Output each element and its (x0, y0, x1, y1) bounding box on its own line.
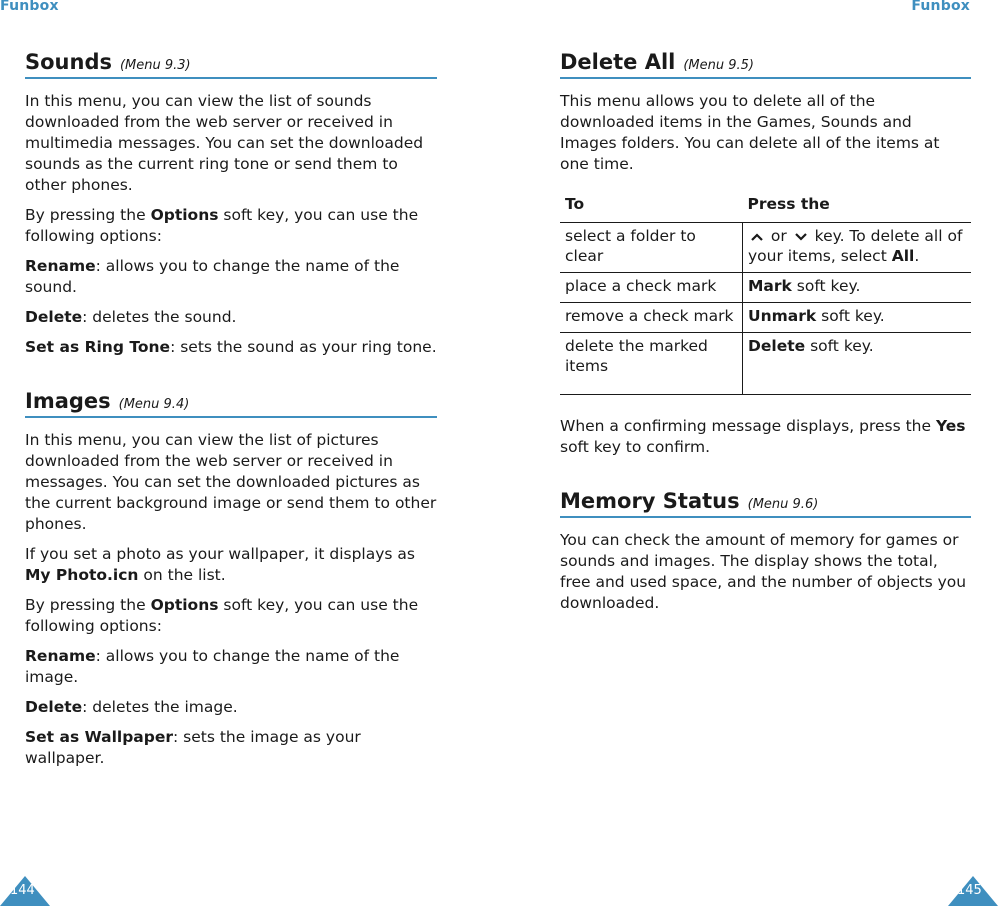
paragraph: You can check the amount of memory for games or sounds and images. The display shows the total, free and used space, and the number of objects you downloaded. (560, 531, 967, 612)
left-page: Funbox Sounds (Menu 9.3) In this menu, you can view the list of sounds downloaded from the web server or received in multimedia messages. You can set the downloaded sounds as the current ring tone or send them to other phones. By pressing the Options soft key, you can use the following options: Rename: allows you to change the name of the sound. Delete: deletes the sound. Set as Ring Tone: sets the sound as your ring tone. Images (Menu 9.4) In this menu, you can view the list of pictures downloaded from the web server or received in messages. You can set the downloaded pictures as the current background image or send them to other phones. If you set a photo as your wallpaper, it displays as My Photo.icn on the list. By pressing the Options soft key, you can use the following options: Rename: allows you to change the name of the image. Delete: deletes the image. Set as Wallpaper: sets the image as your wallpaper. 144 (0, 0, 499, 906)
section-sounds (25, 50, 437, 358)
cell-press: Unmark soft key. (743, 303, 972, 333)
table-row (560, 303, 971, 333)
file-name: My Photo.icn (25, 566, 139, 584)
softkey-label: Options (150, 206, 219, 224)
paragraph: By pressing the Options soft key, you can use the following options: (25, 596, 419, 635)
paragraph: In this menu, you can view the list of sounds downloaded from the web server or received in multimedia messages. You can set the downloaded sounds as the current ring tone or send them to other phones. (25, 92, 424, 194)
key-table (560, 193, 971, 395)
nav-down-icon (795, 232, 807, 242)
table-row (560, 273, 971, 303)
menu-reference: (Menu 9.6) (747, 497, 819, 512)
section-title-memory-status (560, 489, 971, 518)
section-delete-all (560, 50, 971, 458)
paragraph: If you set a photo as your wallpaper, it displays as My Photo.icn on the list. (25, 545, 415, 584)
section-heading: Delete All (560, 50, 676, 74)
paragraph: In this menu, you can view the list of pictures downloaded from the web server or received in messages. You can set the downloaded pictures as the current background image or send them to other phones. (25, 431, 437, 533)
table-row (560, 223, 971, 273)
softkey-label: Yes (935, 417, 966, 435)
nav-up-icon (751, 232, 763, 242)
section-title-delete-all (560, 50, 971, 79)
column-header-to: To (560, 193, 743, 223)
option-item: Set as Wallpaper: sets the image as your wallpaper. (25, 728, 361, 767)
option-item: Set as Ring Tone: sets the sound as your ring tone. (25, 338, 437, 356)
option-item: Rename: allows you to change the name of the sound. (25, 257, 400, 296)
section-heading: Memory Status (560, 489, 740, 513)
cell-to: select a folder to clear (560, 223, 743, 273)
running-head-right: Funbox (911, 0, 970, 14)
option-item: Delete: deletes the image. (25, 698, 238, 716)
option-item: Rename: allows you to change the name of the image. (25, 647, 400, 686)
cell-press: Mark soft key. (743, 273, 972, 303)
section-heading: Sounds (25, 50, 112, 74)
cell-press: Delete soft key. (743, 333, 972, 395)
cell-to: place a check mark (560, 273, 743, 303)
right-content (560, 50, 971, 623)
section-images (25, 389, 437, 769)
table-header-row (560, 193, 971, 223)
section-title-images (25, 389, 437, 418)
paragraph: By pressing the Options soft key, you can use the following options: (25, 206, 419, 245)
column-header-press: Press the (743, 193, 972, 223)
section-title-sounds (25, 50, 437, 79)
right-page: Funbox Delete All (Menu 9.5) This menu allows you to delete all of the downloaded items in the Games, Sounds and Images folders. You can delete all of the items at one time. To Press the select a folder to clear or key. To delete all of your items, select All. place a check mark Mark soft key. remove a check mark Unmark soft key. delete the marked items Delete soft key. When a confirming message displays, press the Yes soft key to confirm. Memory Status (Menu 9.6) You can check the amount of memory for games or sounds and images. The display shows the total, free and used space, and the number of objects you downloaded. 145 (499, 0, 998, 906)
cell-press: or key. To delete all of your items, select All. (743, 223, 972, 273)
option-item: Delete: deletes the sound. (25, 308, 237, 326)
section-heading: Images (25, 389, 111, 413)
menu-reference: (Menu 9.4) (118, 397, 190, 412)
menu-reference: (Menu 9.3) (119, 58, 191, 73)
softkey-label: Options (150, 596, 219, 614)
cell-to: remove a check mark (560, 303, 743, 333)
paragraph: When a confirming message displays, press the Yes soft key to confirm. (560, 417, 966, 456)
table-row (560, 333, 971, 395)
running-head-left: Funbox (0, 0, 59, 14)
menu-reference: (Menu 9.5) (683, 58, 755, 73)
paragraph: This menu allows you to delete all of the downloaded items in the Games, Sounds and Images folders. You can delete all of the items at one time. (560, 92, 940, 173)
section-memory-status (560, 489, 971, 614)
left-content (25, 50, 437, 778)
cell-to: delete the marked items (560, 333, 743, 395)
